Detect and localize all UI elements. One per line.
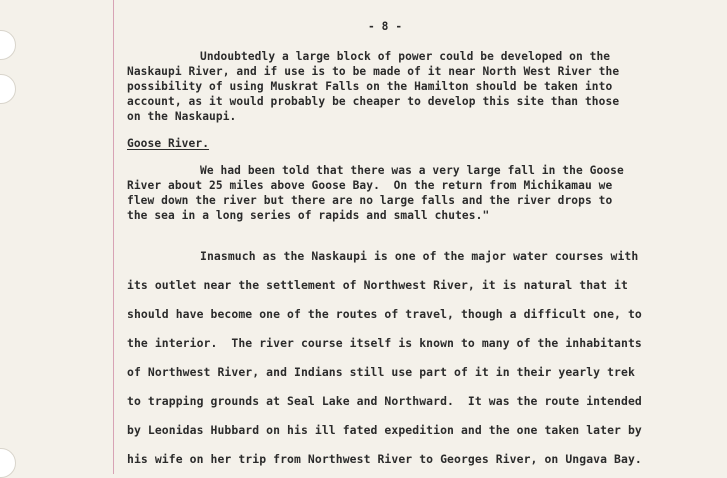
paragraph-line: River about 25 miles above Goose Bay. On the return from Michikamau we: [127, 179, 613, 192]
paragraph-line: flew down the river but there are no large falls and the river drops to: [127, 194, 613, 207]
margin-line: [113, 0, 114, 474]
page-number: - 8 -: [368, 20, 403, 33]
binder-hole-middle: [0, 74, 16, 104]
paragraph-line: of Northwest River, and Indians still use part of it in their yearly trek: [127, 365, 635, 379]
paragraph-line: the interior. The river course itself is known to many of the inhabitants: [127, 336, 642, 350]
paragraph-line: should have become one of the routes of travel, though a difficult one, to: [127, 307, 642, 321]
paragraph-line: Inasmuch as the Naskaupi is one of the major water courses with: [200, 249, 639, 263]
paragraph-line: on the Naskaupi.: [127, 110, 237, 123]
paragraph-line: possibility of using Muskrat Falls on the Hamilton should be taken into: [127, 80, 613, 93]
binder-hole-top: [0, 30, 16, 60]
section-heading: Goose River.: [127, 137, 210, 150]
paragraph-line: account, as it would probably be cheaper to develop this site than those: [127, 95, 620, 108]
paragraph-line: the sea in a long series of rapids and small chutes.": [127, 209, 490, 222]
paragraph-line: We had been told that there was a very large fall in the Goose: [200, 164, 624, 177]
paragraph-line: by Leonidas Hubbard on his ill fated expedition and the one taken later by: [127, 423, 642, 437]
paragraph-line: Undoubtedly a large block of power could be developed on the: [200, 50, 611, 63]
paragraph-line: its outlet near the settlement of Northwest River, it is natural that it: [127, 278, 628, 292]
paragraph-line: Naskaupi River, and if use is to be made of it near North West River the: [127, 65, 620, 78]
paragraph-line: his wife on her trip from Northwest River to Georges River, on Ungava Bay.: [127, 452, 642, 466]
paragraph-line: to trapping grounds at Seal Lake and Northward. It was the route intended: [127, 394, 642, 408]
